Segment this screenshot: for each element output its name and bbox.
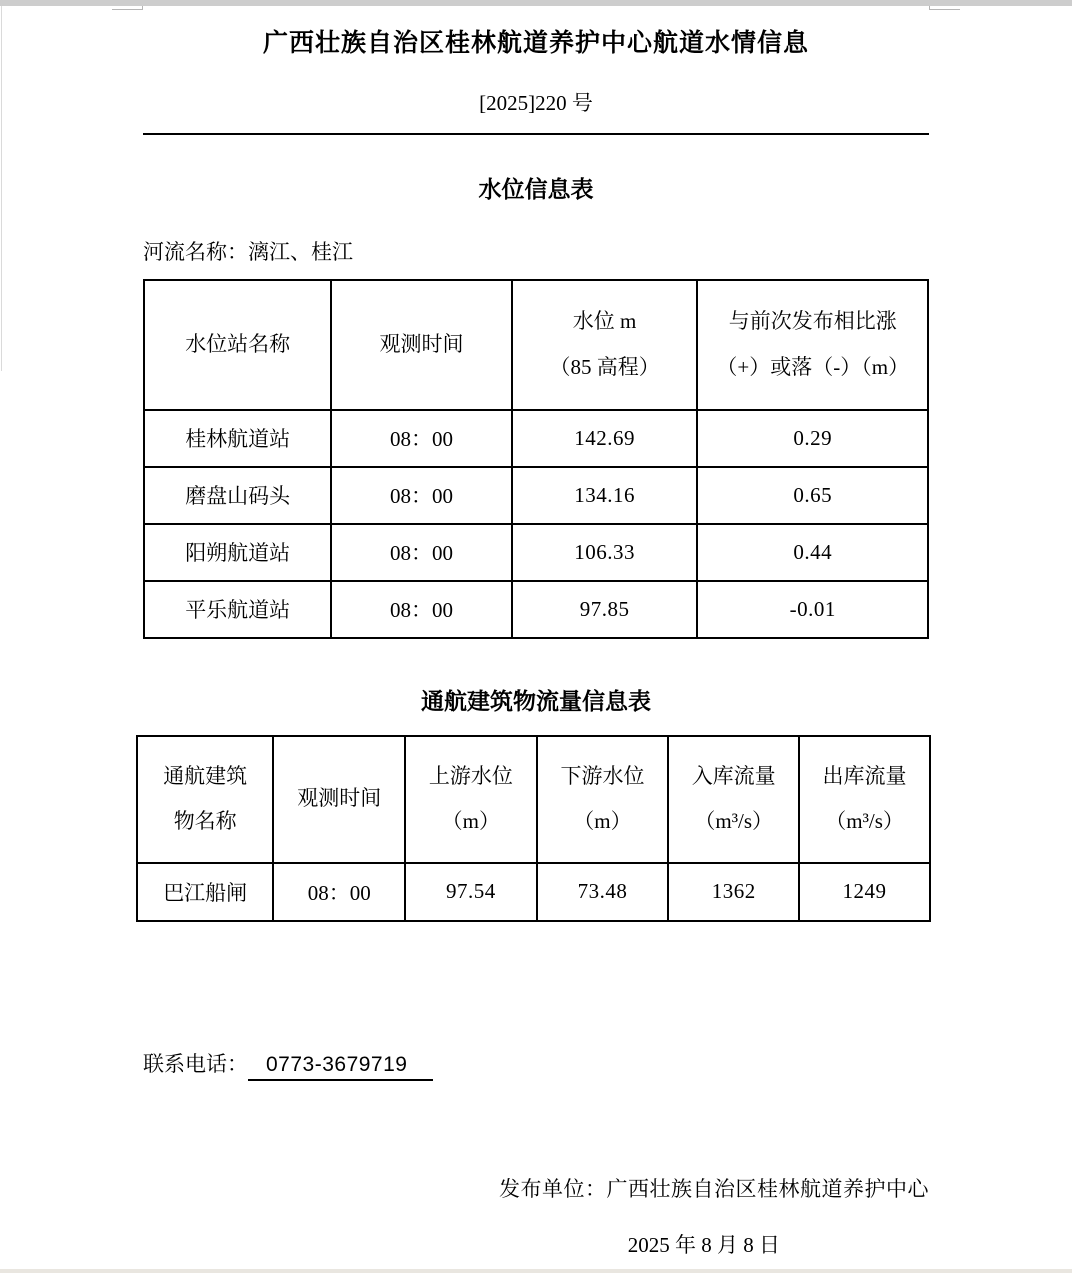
header-change-since-last — [697, 280, 928, 410]
window-bottom-strip — [0, 1269, 1072, 1273]
table-row — [144, 524, 928, 581]
station-name-cell: 桂林航道站 — [144, 410, 331, 467]
water-level-table — [143, 279, 929, 639]
publish-date: 2025 年 8 月 8 日 — [627, 1232, 780, 1257]
table-row — [144, 410, 928, 467]
header-downstream-level — [537, 736, 669, 863]
table-row — [144, 467, 928, 524]
flow-table — [136, 735, 931, 922]
header-text: 水位 m — [572, 309, 637, 334]
contact-phone: 0773-3679719 — [248, 1053, 433, 1081]
title-divider — [143, 133, 929, 135]
outflow-cell: 1249 — [799, 863, 930, 921]
header-structure-name — [137, 736, 273, 863]
station-name-cell: 磨盘山码头 — [144, 467, 331, 524]
header-text: 通航建筑 — [163, 763, 248, 788]
time-cell: 08：00 — [331, 467, 511, 524]
time-cell: 08：00 — [331, 524, 511, 581]
change-cell: 0.44 — [697, 524, 928, 581]
header-text: 观测时间 — [297, 786, 382, 811]
level-cell: 106.33 — [512, 524, 698, 581]
header-observation-time — [273, 736, 405, 863]
header-inflow — [668, 736, 799, 863]
table-row — [144, 581, 928, 638]
header-text: 水位站名称 — [185, 331, 291, 356]
header-text: 出库流量 — [822, 763, 907, 788]
station-name-cell: 平乐航道站 — [144, 581, 331, 638]
doc-number: [2025]220 号 — [479, 90, 593, 115]
time-cell: 08：00 — [331, 581, 511, 638]
time-cell: 08：00 — [331, 410, 511, 467]
table-row — [137, 863, 930, 921]
level-cell: 97.85 — [512, 581, 698, 638]
flow-table-title: 通航建筑物流量信息表 — [421, 688, 651, 714]
contact-line — [143, 1048, 929, 1081]
header-outflow — [799, 736, 930, 863]
change-cell: 0.65 — [697, 467, 928, 524]
publisher-line: 发布单位：广西壮族自治区桂林航道养护中心 — [499, 1176, 929, 1201]
level-cell: 134.16 — [512, 467, 698, 524]
contact-label: 联系电话： — [143, 1051, 248, 1076]
header-text: （m） — [441, 809, 500, 833]
header-text: 物名称 — [173, 809, 237, 833]
header-text: （+）或落（-）（m） — [716, 354, 910, 379]
header-text: （m³/s） — [694, 809, 773, 833]
level-cell: 142.69 — [512, 410, 698, 467]
water-table-title: 水位信息表 — [478, 176, 594, 202]
inflow-cell: 1362 — [668, 863, 799, 921]
header-water-level — [512, 280, 698, 410]
time-cell: 08：00 — [273, 863, 405, 921]
header-text: （m³/s） — [825, 809, 904, 833]
header-observation-time — [331, 280, 511, 410]
flow-table-header-row — [137, 736, 930, 863]
header-text: 下游水位 — [560, 763, 645, 788]
header-text: 上游水位 — [428, 763, 513, 788]
station-name-cell: 阳朔航道站 — [144, 524, 331, 581]
header-text: 入库流量 — [691, 763, 776, 788]
change-cell: 0.29 — [697, 410, 928, 467]
header-text: （m） — [573, 809, 632, 833]
header-upstream-level — [405, 736, 537, 863]
header-station-name — [144, 280, 331, 410]
structure-name-cell: 巴江船闸 — [137, 863, 273, 921]
header-text: 与前次发布相比涨 — [728, 309, 897, 334]
header-text: （85 高程） — [549, 354, 660, 379]
upstream-level-cell: 97.54 — [405, 863, 537, 921]
change-cell: -0.01 — [697, 581, 928, 638]
header-text: 观测时间 — [379, 331, 464, 356]
river-name-label: 河流名称：漓江、桂江 — [143, 239, 353, 264]
page-title: 广西壮族自治区桂林航道养护中心航道水情信息 — [262, 30, 809, 57]
water-table-header-row — [144, 280, 928, 410]
downstream-level-cell: 73.48 — [537, 863, 669, 921]
